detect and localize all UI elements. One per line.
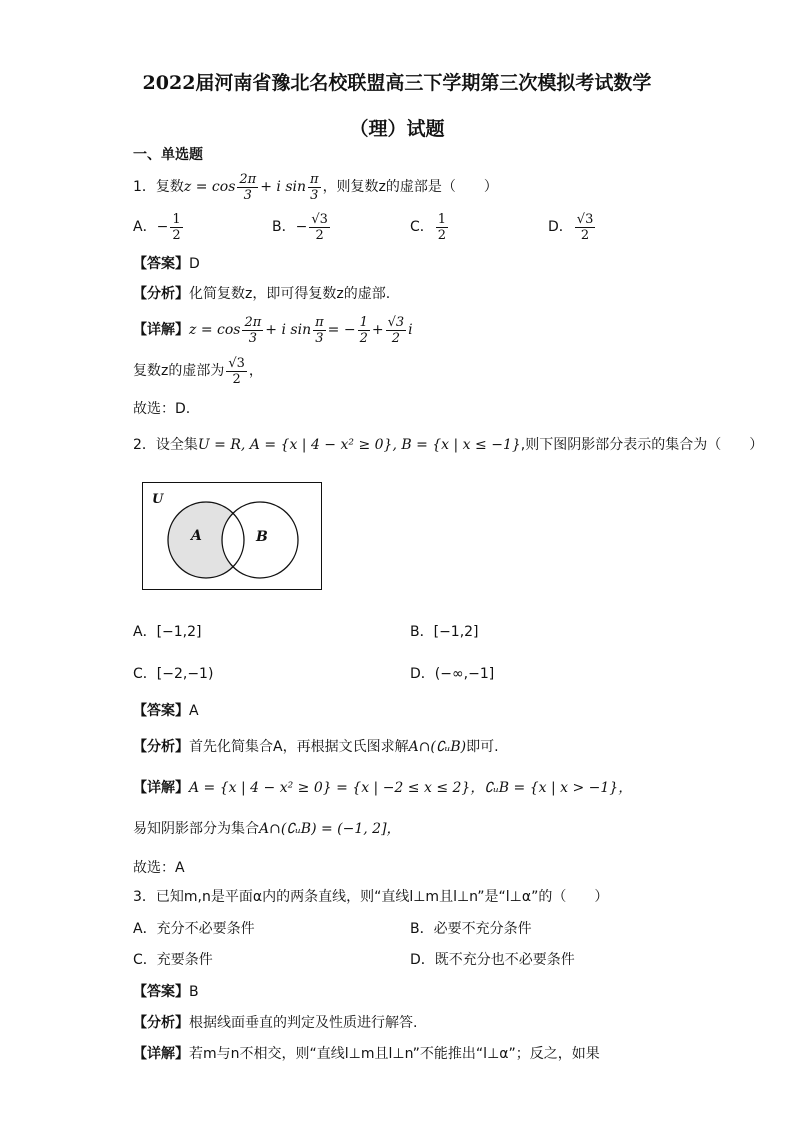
q1-imag-value: $\frac{√3}{2}$ xyxy=(228,355,245,387)
section-heading: 一、单选题 xyxy=(133,147,203,163)
q2-shadow-expr: A∩(∁ᵤB) = (−1, 2]， xyxy=(259,821,401,837)
q1-option-c-label: C． xyxy=(410,219,434,235)
q2-detail-expr: A = {x | 4 − x² ≥ 0} = {x | −2 ≤ x ≤ 2}，∁ᵤB = {x | x > −1}， xyxy=(189,780,633,796)
q1-imag-text: 复数z的虚部为 xyxy=(133,363,225,379)
q2-conclusion: 故选：A xyxy=(133,860,185,876)
answer-tag: 【答案】 xyxy=(133,984,189,1000)
venn-diagram xyxy=(142,482,322,590)
q1-analysis-text: 化简复数z，即可得复数z的虚部. xyxy=(189,286,391,302)
q2-analysis xyxy=(133,738,499,756)
q1-detail-formula: z = cos $\frac{2\pi}{3}$ + i sin $\frac{\pi}{3}$ = − $\frac{1}{2}$ + $\frac{√3}{2}$ i xyxy=(189,314,413,346)
q1-option-b-label: B． xyxy=(272,219,296,235)
q2-option-a: A．[−1,2] xyxy=(133,624,202,640)
analysis-tag: 【分析】 xyxy=(133,286,189,302)
page-title: 2022届河南省豫北名校联盟高三下学期第三次模拟考试数学 xyxy=(142,72,652,94)
q2-option-c: C．[−2,−1) xyxy=(133,666,214,682)
q1-imag-part: 复数z的虚部为 $\frac{√3}{2}$ ， xyxy=(133,355,263,387)
detail-tag: 【详解】 xyxy=(133,1046,189,1062)
q1-option-b-value: $\frac{√3}{2}$ xyxy=(311,211,328,243)
q2-detail xyxy=(133,779,632,797)
q2-option-b: B．[−1,2] xyxy=(410,624,479,640)
q1-suffix: ，则复数z的虚部是（ ） xyxy=(322,179,498,195)
detail-tag: 【详解】 xyxy=(133,780,189,796)
q2-stem xyxy=(133,436,763,454)
q3-option-d: D．既不充分也不必要条件 xyxy=(410,952,575,968)
q3-detail-text: 若m与n不相交，则“直线l⊥m且l⊥n”不能推出“l⊥α”；反之，如果 xyxy=(189,1046,600,1062)
q3-option-c: C．充要条件 xyxy=(133,952,213,968)
q2-prefix: 2．设全集 xyxy=(133,437,198,453)
q3-stem: 3．已知m,n是平面α内的两条直线，则“直线l⊥m且l⊥n”是“l⊥α”的（ ） xyxy=(133,889,609,905)
page-subtitle: （理）试题 xyxy=(349,118,445,140)
q2-shadow xyxy=(133,820,401,838)
q3-detail xyxy=(133,1045,600,1063)
q2-analysis-pre: 首先化简集合A，再根据文氏图求解 xyxy=(189,739,409,755)
q2-suffix: ,则下图阴影部分表示的集合为（ ） xyxy=(520,437,764,453)
q1-analysis xyxy=(133,285,390,303)
q2-answer xyxy=(133,702,199,720)
venn-svg xyxy=(143,483,321,589)
q1-option-a-label: A． xyxy=(133,219,157,235)
venn-label-b: B xyxy=(256,529,268,545)
answer-tag: 【答案】 xyxy=(133,703,189,719)
q3-analysis-text: 根据线面垂直的判定及性质进行解答. xyxy=(189,1015,418,1031)
q1-prefix: 1．复数 xyxy=(133,179,184,195)
answer-tag: 【答案】 xyxy=(133,256,189,272)
q1-detail xyxy=(133,313,413,347)
q1-option-a-value: $\frac{1}{2}$ xyxy=(172,211,181,243)
q3-answer-value: B xyxy=(189,984,199,1000)
q1-option-c xyxy=(410,210,450,244)
q1-option-d xyxy=(548,210,597,244)
q1-conclusion: 故选：D. xyxy=(133,401,191,417)
q3-answer xyxy=(133,983,199,1001)
q2-shadow-pre: 易知阴影部分为集合 xyxy=(133,821,259,837)
q3-option-b: B．必要不充分条件 xyxy=(410,921,532,937)
q1-answer-value: D xyxy=(189,256,200,272)
q1-option-d-value: $\frac{√3}{2}$ xyxy=(576,211,594,243)
q1-option-c-value: $\frac{1}{2}$ xyxy=(437,211,447,243)
q1-option-a: A．− $\frac{1}{2}$ xyxy=(133,211,181,243)
q3-analysis xyxy=(133,1014,417,1032)
q1-option-d-label: D． xyxy=(548,219,573,235)
q1-formula: z = cos $\frac{2\pi}{3}$ + i sin $\frac{\pi}{3}$ xyxy=(183,171,319,203)
q2-analysis-post: 即可. xyxy=(466,739,499,755)
q2-analysis-expr: A∩(∁ᵤB) xyxy=(408,739,467,755)
venn-label-u: U xyxy=(152,492,164,507)
venn-label-a: A xyxy=(191,528,202,544)
q2-answer-value: A xyxy=(189,703,199,719)
q1-answer xyxy=(133,255,200,273)
q1-option-b: B．− $\frac{√3}{2}$ xyxy=(272,211,328,243)
q1-stem xyxy=(133,170,498,204)
q2-set-definition: U = R, A = {x | 4 − x² ≥ 0}, B = {x | x ≤ −1} xyxy=(197,437,521,453)
analysis-tag: 【分析】 xyxy=(133,739,189,755)
q3-option-a: A．充分不必要条件 xyxy=(133,921,255,937)
analysis-tag: 【分析】 xyxy=(133,1015,189,1031)
q2-option-d: D．(−∞,−1] xyxy=(410,666,495,682)
detail-tag: 【详解】 xyxy=(133,322,189,338)
